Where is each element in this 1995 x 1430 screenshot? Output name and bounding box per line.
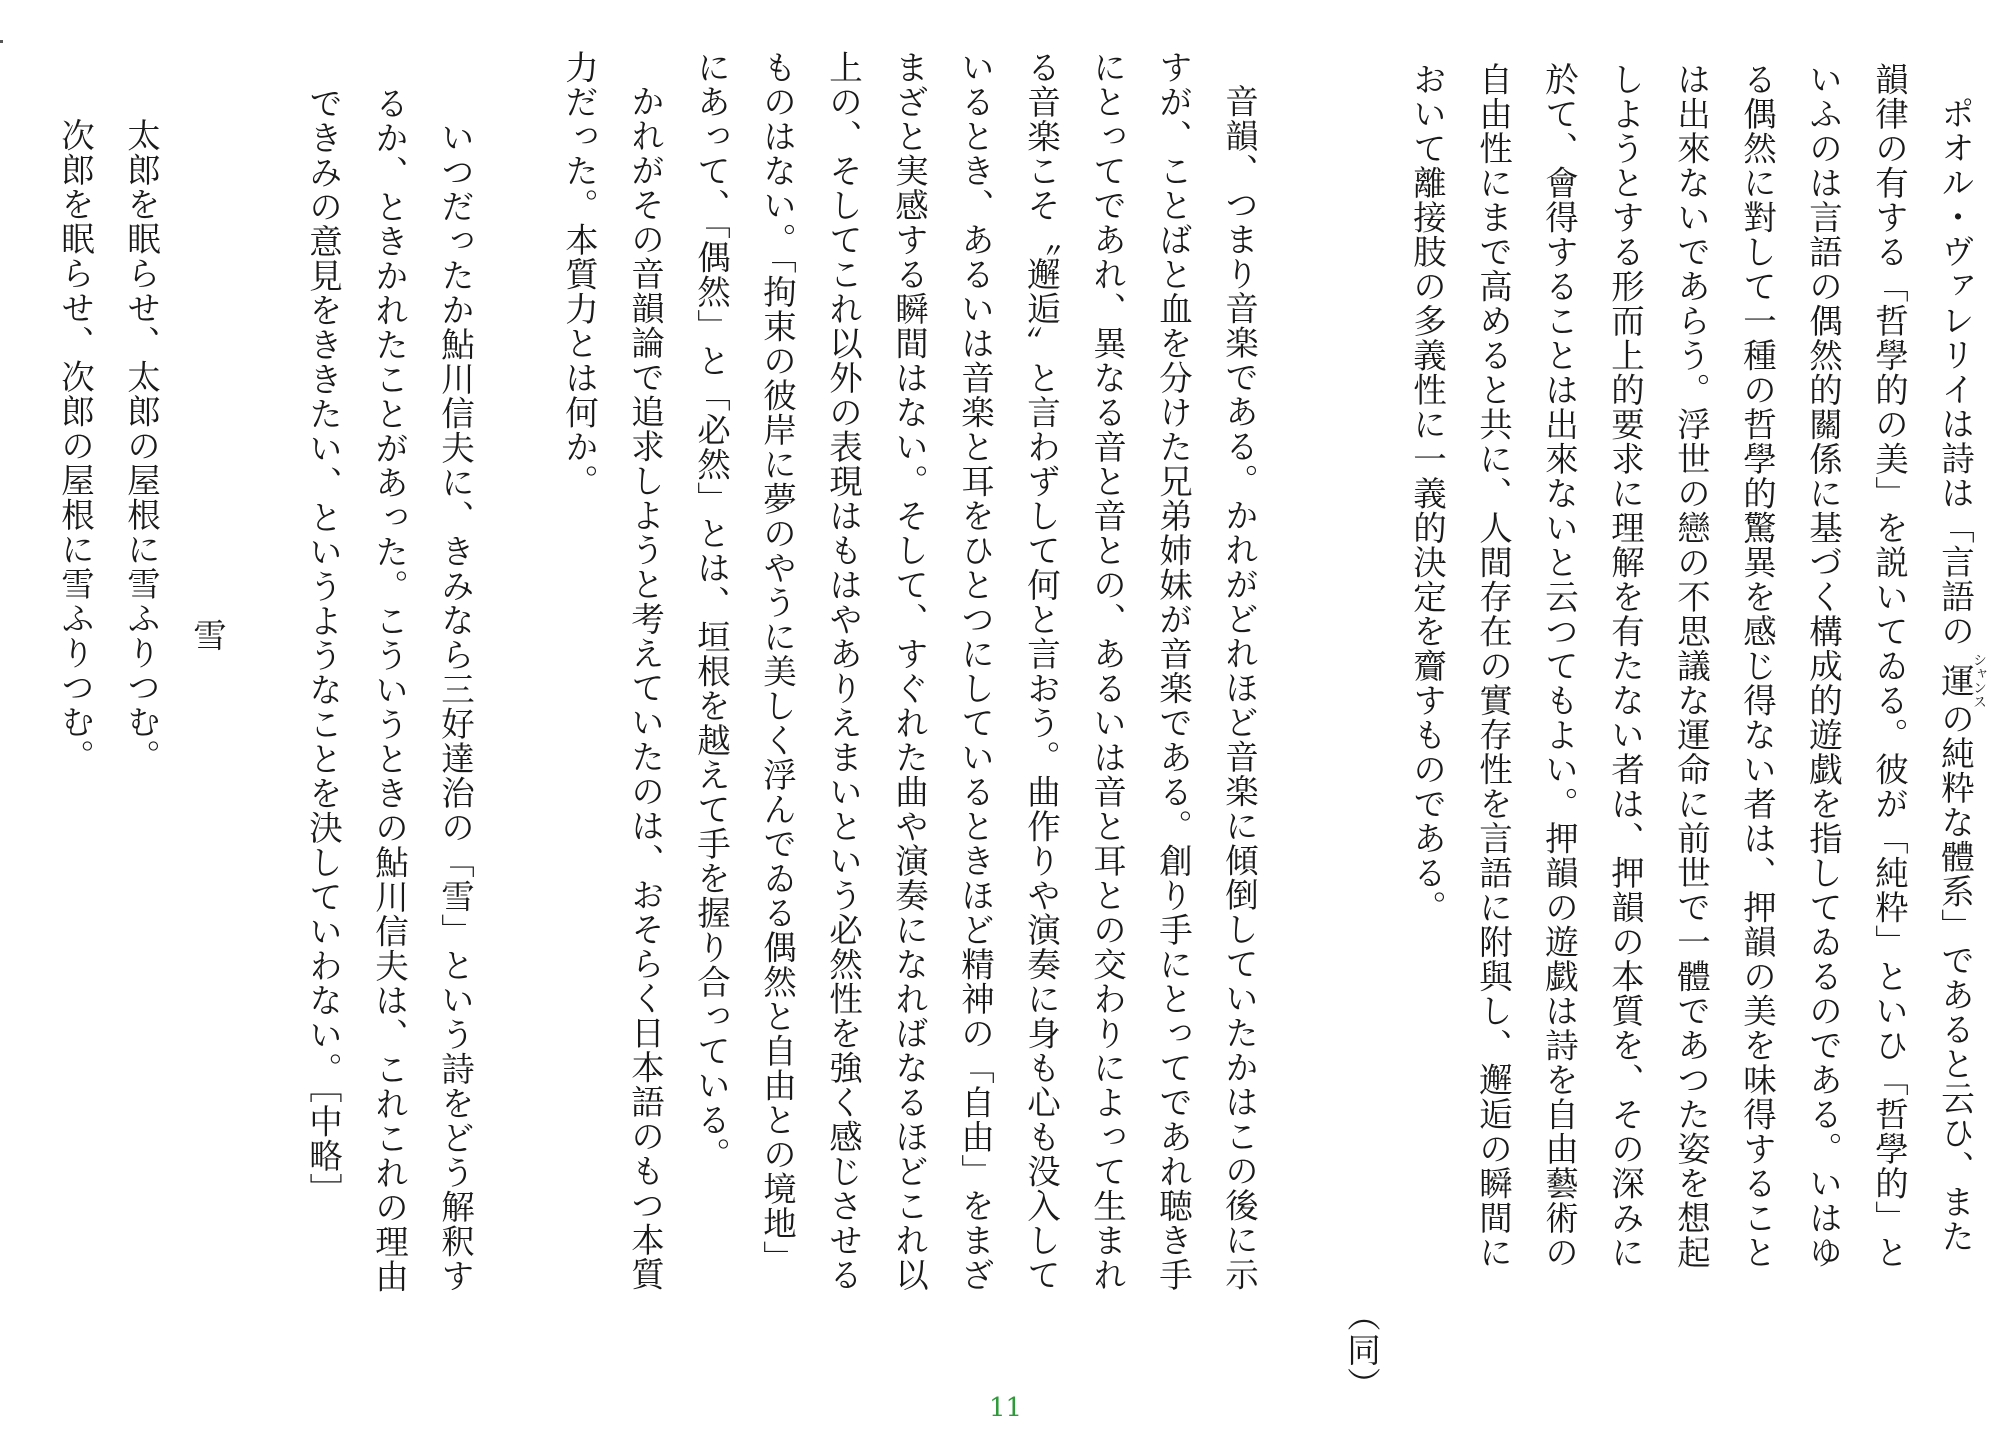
poem-line-1: 太郎を眠らせ、太郎の屋根に雪ふりつむ。: [121, 118, 161, 774]
quote-source: （同）: [1341, 1298, 1381, 1402]
quote-line-5: は出來ないであらう。浮世の戀の不思議な運命に前世で一體であつた姿を想起: [1671, 62, 1711, 1270]
quote-line-1: [1935, 96, 1987, 1254]
essay-line-9: にあって、「偶然」と「必然」とは、垣根を越えて手を握り合っている。: [691, 50, 731, 1172]
quote-line-7: 於て、會得することは出來ないと云つてもよい。押韻の遊戯は詩を自由藝術の: [1539, 62, 1579, 1270]
essay-line-4: る音楽こそ〝邂逅〟と言わずして何と言おう。曲作りや演奏に身も心も没入して: [1021, 50, 1061, 1292]
essay-line-1: 音韻、つまり音楽である。かれがどれほど音楽に傾倒していたかはこの後に示: [1219, 84, 1259, 1292]
question-line-3: できみの意見をききたい、というようなことを決していわない。［中略］: [303, 86, 343, 1208]
quote-line-4: る偶然に對して一種の哲學的驚異を感じ得ない者は、押韻の美を味得すること: [1737, 62, 1777, 1270]
quote-line-1-head: ポオル・ヴァレリイは詩は「言語の: [1935, 96, 1975, 660]
quote-line-9: おいて離接肢の多義性に一義的決定を齎すものである。: [1407, 62, 1447, 925]
quote-line-3: いふのは言語の偶然的關係に基づく構成的遊戯を指してゐるのである。いはゆ: [1803, 62, 1843, 1270]
question-line-1: いつだったか鮎川信夫に、きみなら三好達治の「雪」という詩をどう解釈す: [435, 120, 475, 1293]
quote-line-2: 韻律の有する「哲學的の美」を説いてゐる。彼が「純粋」といひ「哲學的」と: [1869, 62, 1909, 1270]
page-edge-mark: [0, 40, 3, 43]
page-number: 11: [989, 1393, 1023, 1423]
essay-line-5: いるとき、あるいは音楽と耳をひとつにしているときほど精神の「自由」をまざ: [955, 50, 995, 1292]
quote-line-6: しようとする形而上的要求に理解を有たない者は、押韻の本質を、その深みに: [1605, 62, 1645, 1270]
essay-line-6: まざと実感する瞬間はない。そして、すぐれた曲や演奏になればなるほどこれ以: [889, 50, 929, 1292]
essay-line-7: 上の、そしてこれ以外の表現はもはやありえまいという必然性を強く感じさせる: [823, 50, 863, 1292]
chance-ruby: 運シャンス: [1935, 652, 1987, 709]
essay-line-3: にとってであれ、異なる音と音との、あるいは音と耳との交わりによって生まれ: [1087, 50, 1127, 1292]
essay-line-2: すが、ことばと血を分けた兄弟姉妹が音楽である。創り手にとってであれ聴き手: [1153, 50, 1193, 1292]
question-line-2: るか、ときかれたことがあった。こういうときの鮎川信夫は、これこれの理由: [369, 86, 409, 1294]
poem-line-2: 次郎を眠らせ、次郎の屋根に雪ふりつむ。: [55, 118, 95, 774]
quote-line-1-tail: の純粋な體系」であると云ひ、また: [1935, 701, 1975, 1254]
essay-line-8: ものはない。「拘束の彼岸に夢のやうに美しく浮んでゐる偶然と自由との境地」: [757, 50, 797, 1276]
essay-line-11: 力だった。本質力とは何か。: [559, 50, 599, 499]
poem-title: 雪: [187, 618, 227, 653]
quote-line-8: 自由性にまで高めると共に、人間存在の實存性を言語に附與し、邂逅の瞬間に: [1473, 62, 1513, 1270]
essay-line-10: かれがその音韻論で追求しようと考えていたのは、おそらく日本語のもつ本質: [625, 84, 665, 1292]
